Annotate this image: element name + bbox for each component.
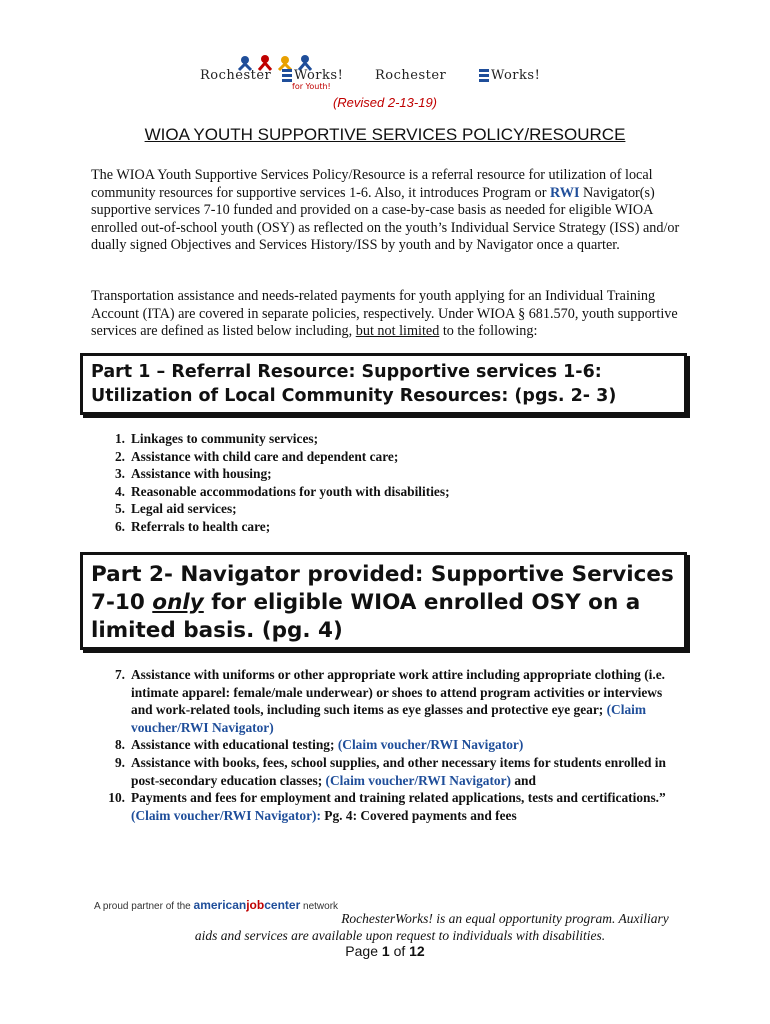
logo1-works: Works! (294, 68, 344, 83)
claim-voucher-label: (Claim voucher/RWI Navigator) (131, 702, 647, 735)
only-emphasis: only (152, 590, 204, 615)
flag-icon (282, 69, 292, 83)
part2-heading-box (80, 552, 687, 650)
claim-voucher-label: (Claim voucher/RWI Navigator): (131, 807, 321, 823)
rwi-label: RWI (550, 184, 580, 201)
equal-opportunity-note: RochesterWorks! is an equal opportunity program. Auxiliary aids and services are available upon request to individuals with disabilities. (194, 911, 669, 943)
list-item: 5. Legal aid services; (114, 501, 237, 517)
part1-heading: Part 1 – Referral Resource: Supportive services 1-6: Utilization of Local Community Resources: (pgs. 2- 3) (91, 362, 617, 406)
part2-heading: Part 2- Navigator provided: Supportive Services 7-10 only for eligible WIOA enrolled OSY on a limited basis. (pg. 4) (91, 562, 674, 643)
list-item: 2. Assistance with child care and dependent care; (114, 448, 399, 464)
logo-rochesterworks-youth (200, 52, 355, 92)
logo2-rochester: Rochester (375, 68, 447, 83)
revised-date: (Revised 2-13-19) (332, 95, 438, 110)
logo1-for-youth: for Youth! (292, 82, 331, 91)
claim-voucher-label: (Claim voucher/RWI Navigator) (325, 772, 512, 788)
intro-paragraph-1: The WIOA Youth Supportive Services Policy/Resource is a referral resource for utilization of local community resources for supportive services 1-6. Also, it introduces Program or RWI Navigator(s) supportive services 7-10 funded and provided on a case-by-case basis as needed for eligible WIOA enrolled out-of-school youth (OSY) as reflected on the youth’s Individual Service Strategy (ISS) and/or dually signed Objectives and Services History/ISS by youth and by Navigator once a quarter. (91, 167, 680, 254)
list-item: 4. Reasonable accommodations for youth with disabilities; (114, 483, 450, 499)
logo1-rochester: Rochester (200, 68, 272, 83)
logo2-works: Works! (491, 68, 541, 83)
list-item: 10. Payments and fees for employment and training related applications, tests and certifications.” (Claim voucher/RWI Navigator): Pg. 4: Covered payments and fees (108, 790, 666, 823)
list-item: 7. Assistance with uniforms or other appropriate work attire including appropriate clothing (i.e. intimate apparel: female/male underwear) or shoes to attend program activities or interviews and work-related tools, including such items as eye glasses and protective eye gear; (Claim voucher/RWI Navigator) (114, 667, 666, 735)
part1-list (101, 430, 661, 536)
flag-icon (479, 69, 489, 83)
claim-voucher-label: (Claim voucher/RWI Navigator) (337, 737, 524, 753)
intro-paragraph-2: Transportation assistance and needs-related payments for youth applying for an Individual Training Account (ITA) are covered in separate policies, respectively. Under WIOA § 681.570, youth supportive services are defined as listed below including, but not limited to the following: (91, 288, 678, 340)
page-title: WIOA YOUTH SUPPORTIVE SERVICES POLICY/RESOURCE (144, 125, 626, 144)
list-item: 1. Linkages to community services; (114, 431, 319, 446)
page-number: Page 1 of 12 (345, 943, 425, 959)
list-item: 3. Assistance with housing; (114, 466, 272, 482)
list-item: 9. Assistance with books, fees, school supplies, and other necessary items for students enrolled in post-secondary education classes; (Claim voucher/RWI Navigator) and (114, 754, 666, 788)
part2-list (101, 666, 676, 824)
underlined-phrase: but not limited (355, 323, 440, 340)
logo-rochesterworks (375, 68, 560, 88)
list-item: 6. Referrals to health care; (114, 518, 271, 534)
list-item: 8. Assistance with educational testing; (Claim voucher/RWI Navigator) (114, 737, 524, 753)
americanjobcenter-wordmark: americanjobcenter (193, 898, 301, 912)
ajc-partner-logo: A proud partner of the americanjobcenter network (94, 898, 339, 912)
part1-heading-box (80, 353, 687, 415)
